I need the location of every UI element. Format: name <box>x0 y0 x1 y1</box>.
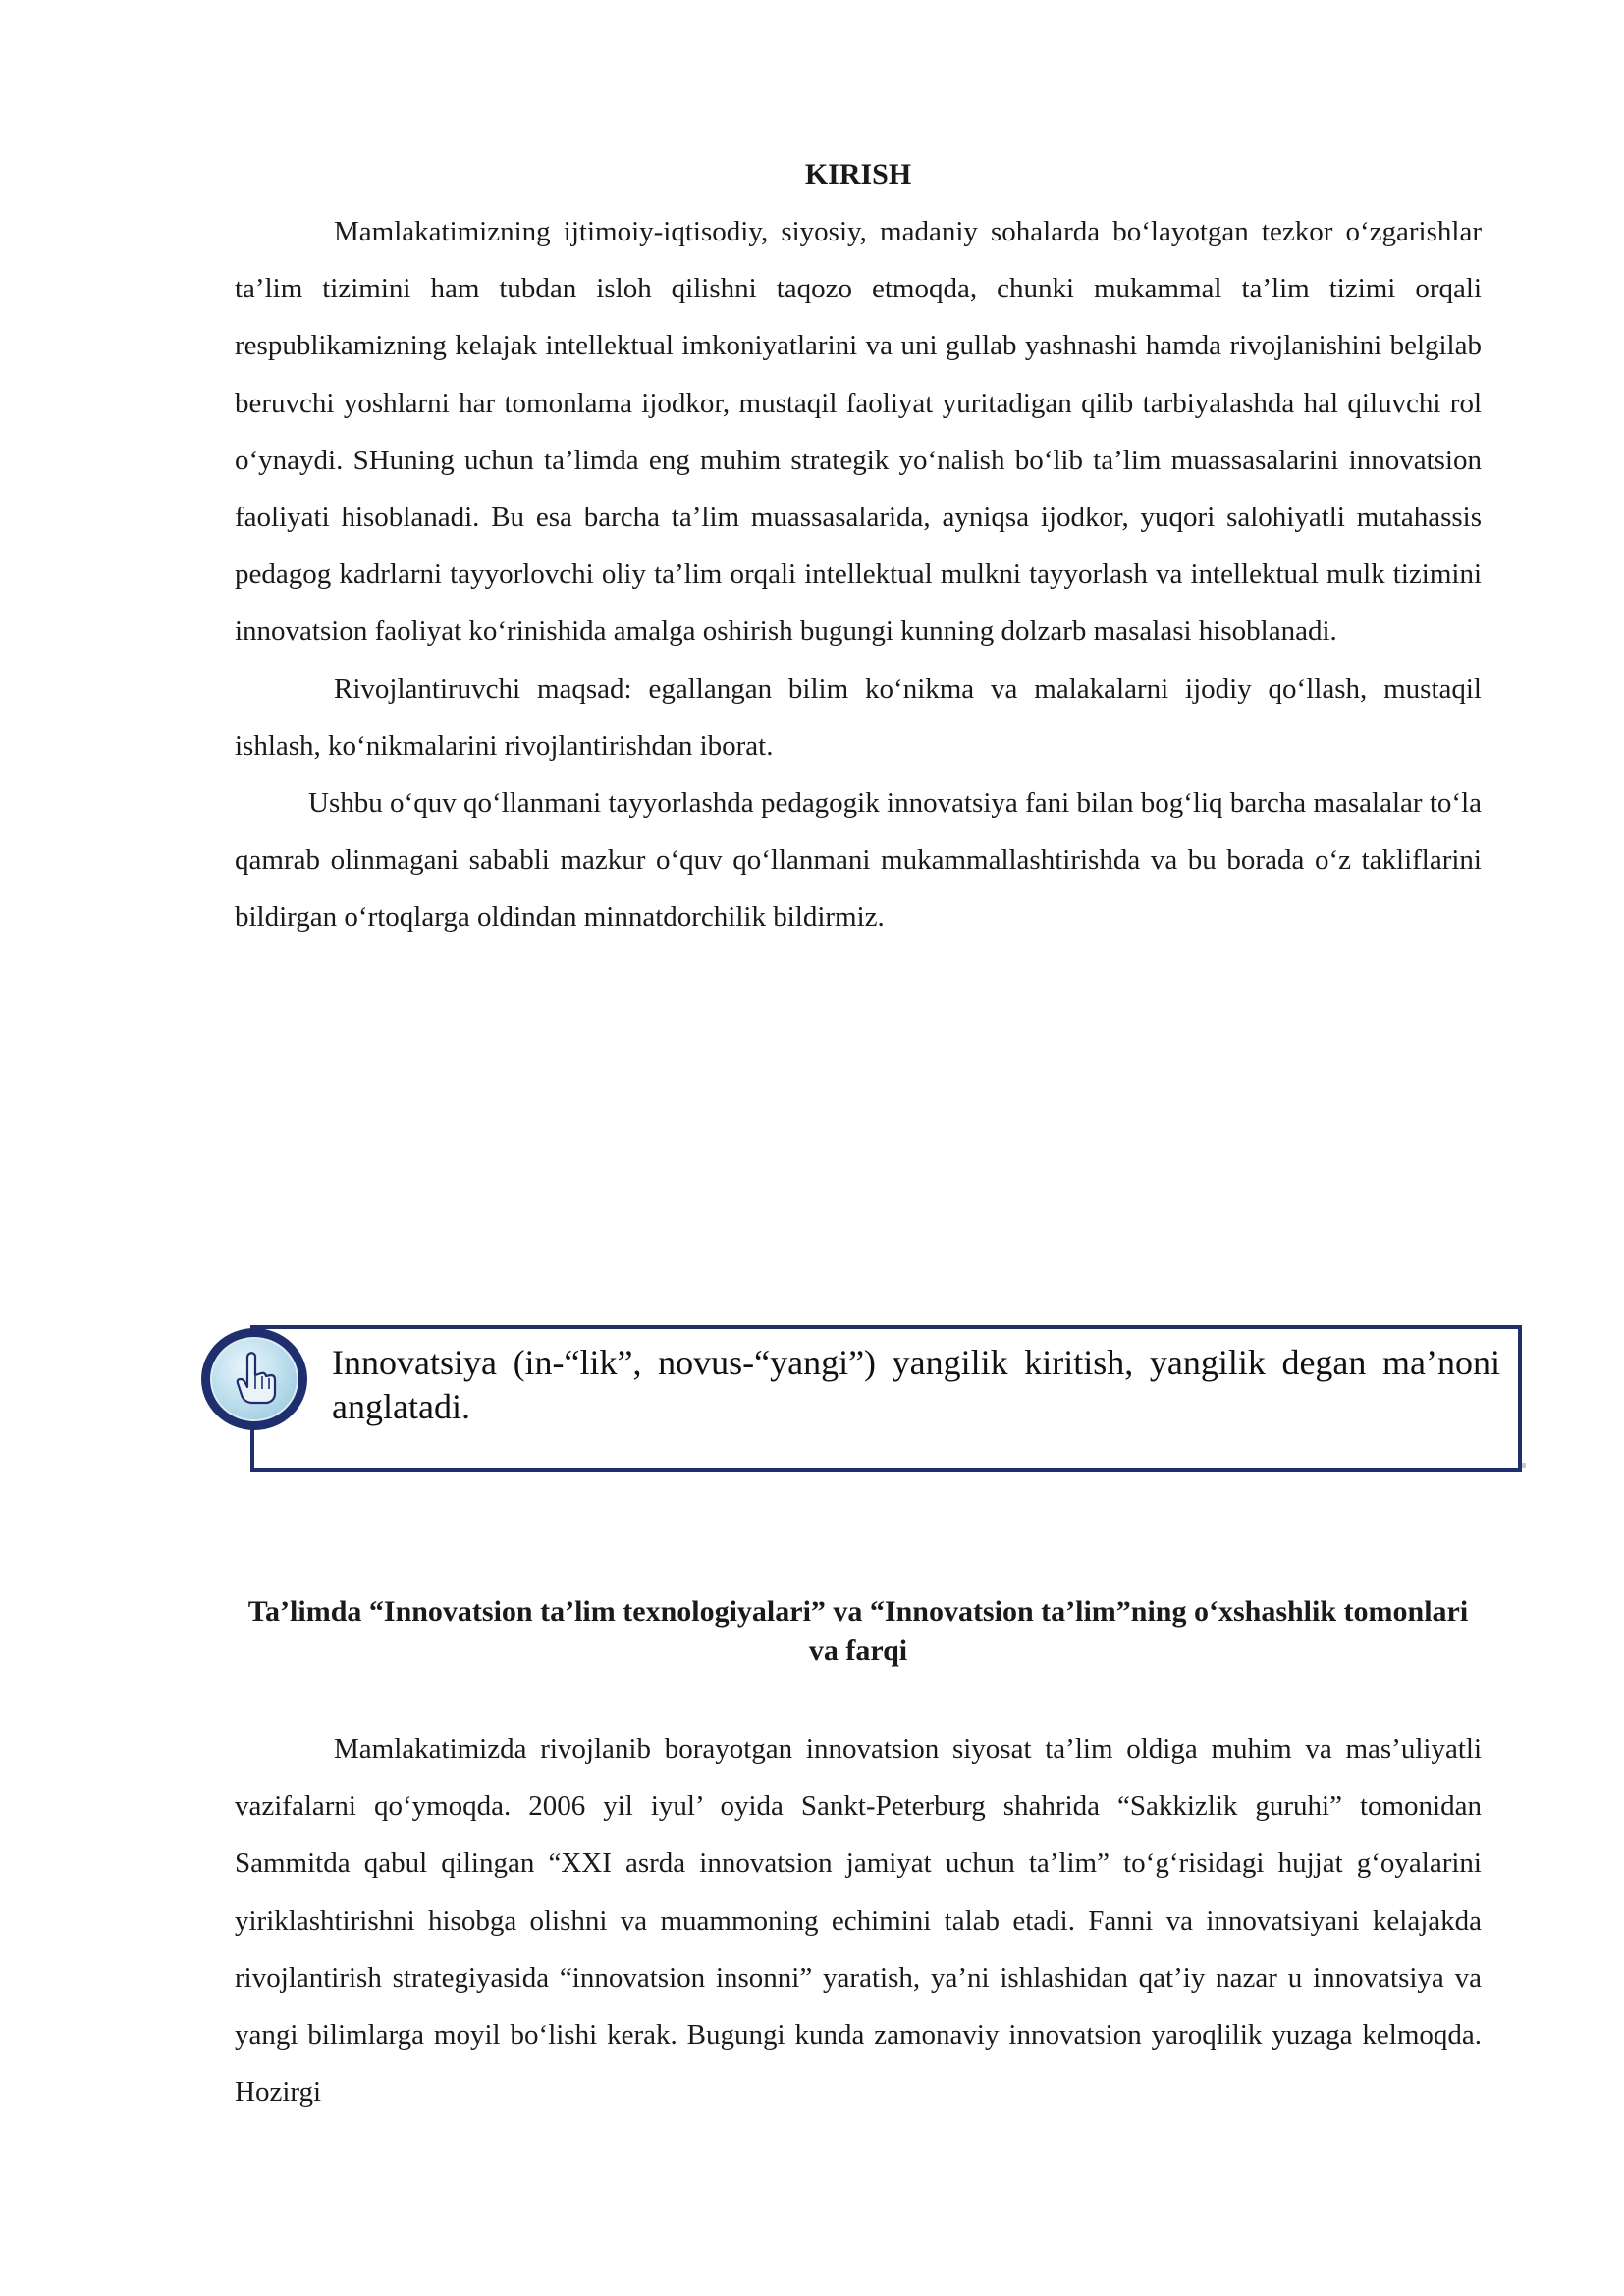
intro-title: KIRISH <box>804 158 912 190</box>
intro-paragraph-1: Mamlakatimizning ijtimoiy-iqtisodiy, siyosiy, madaniy sohalarda bo‘layotgan tezkor o‘zgarishlar ta’lim tizimini ham tubdan isloh qilishni taqozo etmoqda, chunki mukammal ta’lim tizimi orqali respublikamizning kelajak intellektual imkoniyatlarini va uni gullab yashnashi hamda rivojlanishini belgilab beruvchi yoshlarni har tomonlama ijodkor, mustaqil faoliyat yuritadigan qilib tarbiyalashda hal qiluvchi rol o‘ynaydi. SHuning uchun ta’limda eng muhim strategik yo‘nalish bo‘lib ta’lim muassasalarini innovatsion faoliyati hisoblanadi. Bu esa barcha ta’lim muassasalarida, ayniqsa ijodkor, yuqori salohiyatli mutahassis pedagog kadrlarni tayyorlovchi oliy ta’lim orqali intellektual mulkni tayyorlash va intellektual mulk tizimini innovatsion faoliyat ko‘rinishida amalga oshirish bugungi kunning dolzarb masalasi hisoblanadi. <box>235 216 1482 648</box>
intro-paragraph-2: Rivojlantiruvchi maqsad: egallangan bilim ko‘nikma va malakalarni ijodiy qo‘llash, mustaqil ishlash, ko‘nikmalarini rivojlantirishdan iborat. <box>235 672 1482 762</box>
section-title: Ta’limda “Innovatsion ta’lim texnologiyalari” va “Innovatsion ta’lim”ning o‘xshashlik tomonlari va farqi <box>247 1595 1469 1667</box>
intro-paragraph-3: Ushbu o‘quv qo‘llanmani tayyorlashda pedagogik innovatsiya fani bilan bog‘liq barcha masalalar to‘la qamrab olinmagani sababli mazkur o‘quv qo‘llanmani mukammallashtirishda va bu borada o‘z takliflarini bildirgan o‘rtoqlarga oldindan minnatdorchilik bildirmiz. <box>235 787 1482 934</box>
innovation-body <box>235 1721 1482 2120</box>
intro-section <box>235 157 1482 192</box>
section-paragraph: Mamlakatimizda rivojlanib borayotgan innovatsion siyosat ta’lim oldiga muhim va mas’uliyatli vazifalarni qo‘ymoqda. 2006 yil iyul’ oyida Sankt-Peterburg shahrida “Sakkizlik guruhi” tomonidan Sammitda qabul qilingan “XXI asrda innovatsion jamiyat uchun ta’lim” to‘g‘risidagi hujjat g‘oyalarini yiriklashtirishni hisobga olishni va muammoning echimini talab etadi. Fanni va innovatsiyani kelajakda rivojlantirish strategiyasida “innovatsion insonni” yaratish, ya’ni ishlashidan qat’iy nazar u innovatsiya va yangi bilimlarga moyil bo‘lishi kerak. Bugungi kunda zamonaviy innovatsion yaroqlilik yuzaga kelmoqda. Hozirgi <box>235 1734 1482 2109</box>
innovation-section <box>235 1592 1482 1671</box>
intro-body <box>235 203 1482 946</box>
callout-badge <box>201 1328 307 1430</box>
callout-badge-inner <box>210 1337 298 1421</box>
callout-text: Innovatsiya (in-“lik”, novus-“yangi”) yangilik kiritish, yangilik degan ma’noni anglatadi. <box>332 1343 1500 1426</box>
pointing-hand-icon <box>228 1350 281 1409</box>
